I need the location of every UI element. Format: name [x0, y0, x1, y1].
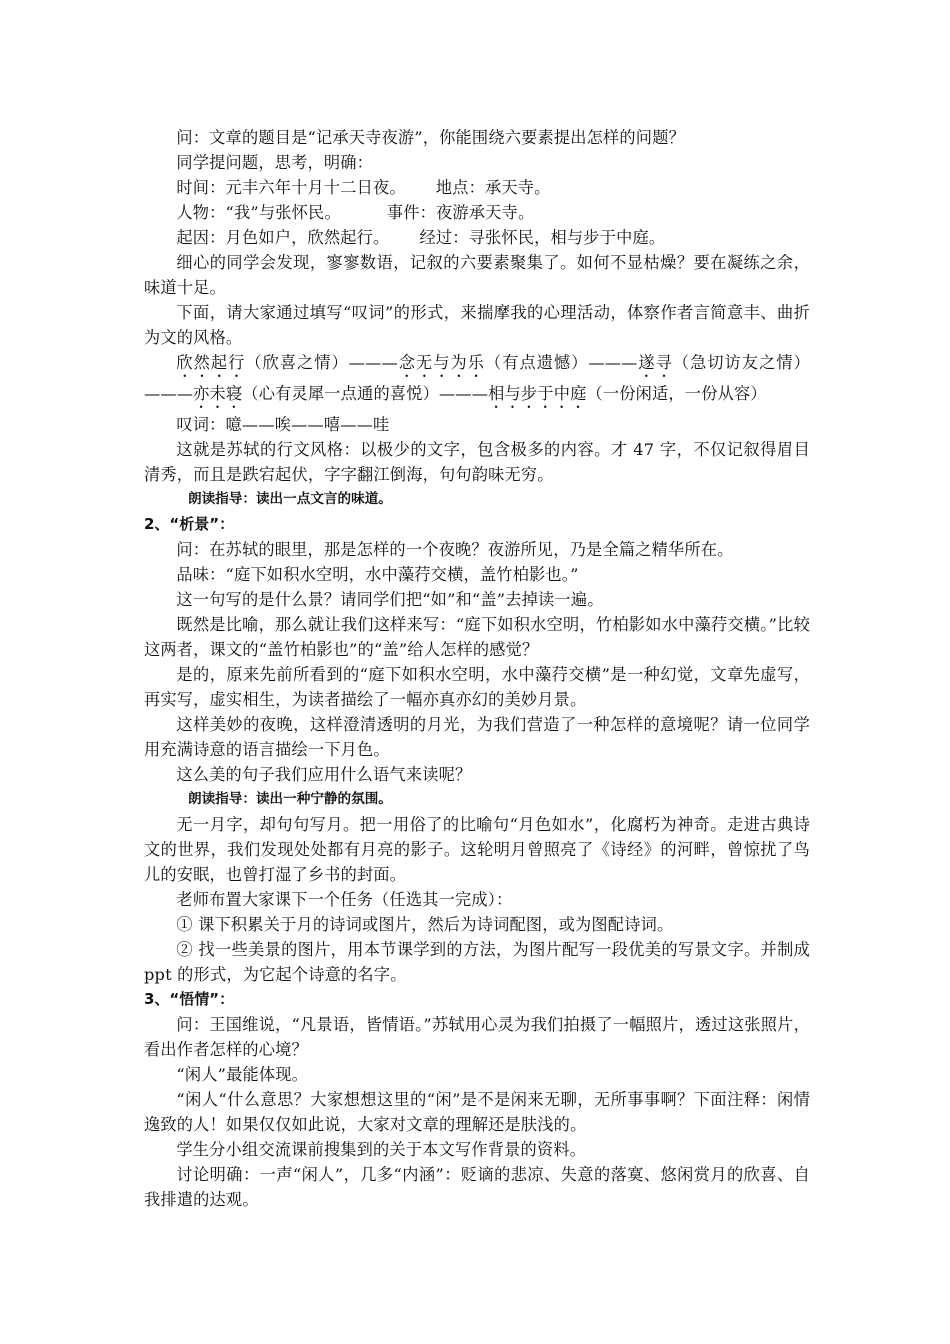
emphasis-phrase: 念无与为乐 — [397, 353, 485, 372]
chain-note: （有点遗憾）——— — [484, 353, 638, 372]
body-paragraph: “闲人”最能体现。 — [176, 1065, 309, 1084]
body-paragraph: 讨论明确：一声“闲人”，几多“内涵”：贬谪的悲凉、失意的落寞、悠闲赏月的欣喜、自我排遣的达观。 — [144, 1165, 810, 1209]
chain-note: （急切访友之情）——— — [144, 353, 810, 403]
element-process: 经过：寻张怀民，相与步于中庭。 — [419, 228, 666, 247]
element-event: 事件：夜游承天寺。 — [386, 203, 535, 222]
document-body — [144, 125, 810, 1212]
element-time: 时间：元丰六年十月十二日夜。 — [176, 178, 406, 197]
task-item: ① 课下积累关于月的诗词或图片，然后为诗词配图，或为图配诗词。 — [176, 915, 674, 934]
body-paragraph: 问：在苏轼的眼里，那是怎样的一个夜晚？夜游所见，乃是全篇之精华所在。 — [176, 540, 734, 559]
body-paragraph: 老师布置大家课下一个任务（任选其一完成）： — [176, 890, 513, 909]
body-paragraph: 无一月字，却句句写月。把一用俗了的比喻句“月色如水”，化腐朽为神奇。走进古典诗文的世界，我们发现处处都有月亮的影子。这轮明月曾照亮了《诗经》的河畔，曾惊扰了鸟儿的安眠，也曾打湿了乡书的封面。 — [144, 815, 810, 884]
body-paragraph: “闲人“什么意思？大家想想这里的“闲”是不是闲来无聊，无所事事啊？下面注释：闲情逸致的人！如果仅仅如此说，大家对文章的理解还是肤浅的。 — [144, 1090, 810, 1134]
body-paragraph: 这么美的句子我们应用什么语气来读呢？ — [176, 765, 472, 784]
task-item: ② 找一些美景的图片，用本节课学到的方法，为图片配写一段优美的写景文字。并制成 ppt 的形式，为它起个诗意的名字。 — [144, 940, 810, 984]
six-elements-row — [144, 200, 810, 225]
section-heading: 3、“悟情”： — [144, 990, 235, 1008]
body-paragraph: 这样美妙的夜晚，这样澄清透明的月光，为我们营造了一种怎样的意境呢？请一位同学用充满诗意的语言描绘一下月色。 — [144, 715, 810, 759]
body-paragraph: 问：王国维说，“凡景语，皆情语。”苏轼用心灵为我们拍摄了一幅照片，透过这张照片，看出作者怎样的心境？ — [144, 1015, 810, 1059]
reading-tip: 朗读指导：读出一点文言的味道。 — [188, 491, 392, 507]
body-paragraph: 下面，请大家通过填写“叹词”的形式，来揣摩我的心理活动，体察作者言简意丰、曲折为文的风格。 — [144, 303, 810, 347]
body-paragraph: 这就是苏轼的行文风格：以极少的文字，包含极多的内容。才 47 字，不仅记叙得眉目清秀，而且是跌宕起伏，字字翻江倒海，句句韵味无穷。 — [144, 440, 810, 484]
emphasis-phrase: 欣然起行 — [176, 353, 246, 372]
reading-tip: 朗读指导：读出一种宁静的氛围。 — [188, 791, 392, 807]
body-paragraph: 细心的同学会发现，寥寥数语，记叙的六要素聚集了。如何不显枯燥？要在凝练之余，味道十足。 — [144, 253, 810, 297]
body-paragraph: 同学提问题，思考，明确： — [176, 153, 374, 172]
emphasis-phrase: 相与步于中庭 — [488, 384, 587, 403]
element-cause: 起因：月色如户，欣然起行。 — [176, 228, 390, 247]
emotion-chain-paragraph — [144, 350, 810, 412]
six-elements-row — [144, 175, 810, 200]
question-paragraph: 问：文章的题目是“记承天寺夜游”，你能围绕六要素提出怎样的问题？ — [176, 128, 685, 147]
body-paragraph: 是的，原来先前所看到的“庭下如积水空明，水中藻荇交横”是一种幻觉，文章先虚写，再实写，虚实相生，为读者描绘了一幅亦真亦幻的美妙月景。 — [144, 665, 810, 709]
body-paragraph: 品味：“庭下如积水空明，水中藻荇交横，盖竹柏影也。” — [176, 565, 579, 584]
body-paragraph: 这一句写的是什么景？请同学们把“如”和“盖”去掉读一遍。 — [176, 590, 604, 609]
body-paragraph: 学生分小组交流课前搜集到的关于本文写作背景的资料。 — [176, 1140, 587, 1159]
element-place: 地点：承天寺。 — [435, 178, 551, 197]
chain-note: （一份闲适，一份从容） — [586, 384, 767, 403]
body-paragraph: 叹词：噫——唉——嘻——哇 — [176, 415, 390, 434]
section-heading: 2、“析景”： — [144, 515, 235, 533]
six-elements-row — [144, 225, 810, 250]
element-people: 人物：“我”与张怀民。 — [176, 203, 341, 222]
chain-note: （欣喜之情）——— — [245, 353, 398, 372]
body-paragraph: 既然是比喻，那么就让我们这样来写：“庭下如积水空明，竹柏影如水中藻荇交横。”比较这两者，课文的“盖竹柏影也”的“盖”给人怎样的感觉？ — [144, 615, 810, 659]
emphasis-phrase: 遂寻 — [637, 353, 673, 372]
emphasis-phrase: 亦未寝 — [193, 384, 243, 403]
chain-note: （心有灵犀一点通的喜悦）——— — [242, 384, 489, 403]
